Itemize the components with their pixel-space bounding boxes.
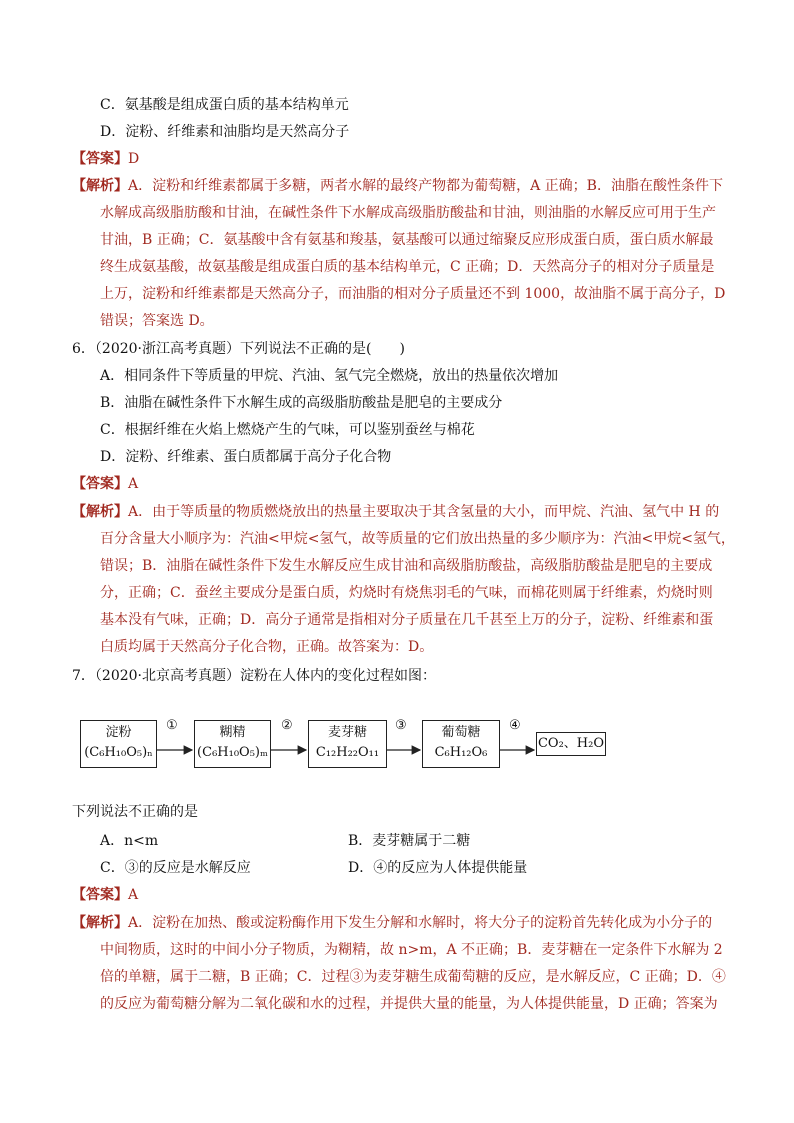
box-formula: (C₆H₁₀O₅)ₘ xyxy=(197,745,268,760)
q6-stem: 6．（2020·浙江高考真题）下列说法不正确的是( ) xyxy=(72,341,405,357)
starch-conversion-diagram xyxy=(78,716,618,774)
box-formula: C₆H₁₂O₆ xyxy=(434,745,488,760)
q6-analysis-line: 百分含量大小顺序为：汽油<甲烷<氢气，故等质量的它们放出热量的多少顺序为：汽油<甲烷<氢气， xyxy=(100,531,735,547)
answer-value: D xyxy=(128,151,140,167)
q6-option-b: B．油脂在碱性条件下水解生成的高级脂肪酸盐是肥皂的主要成分 xyxy=(100,395,503,411)
q7-option-c: C．③的反应是水解反应 xyxy=(100,860,251,876)
answer-value: A xyxy=(128,887,139,903)
q5-option-d: D．淀粉、纤维素和油脂均是天然高分子 xyxy=(100,124,350,140)
q7-option-a: A．n<m xyxy=(100,833,159,849)
answer-tag: 【答案】 xyxy=(72,887,128,903)
q7-analysis-line: 倍的单糖，属于二糖，B 正确；C．过程③为麦芽糖生成葡萄糖的反应，是水解反应，C 正确；D．④ xyxy=(100,969,726,985)
box-name: 葡萄糖 xyxy=(441,725,481,740)
answer-tag: 【答案】 xyxy=(72,476,128,492)
q7-analysis-line: 的反应为葡萄糖分解为二氧化碳和水的过程，并提供大量的能量，为人体提供能量，D 正确；答案为 xyxy=(100,996,718,1012)
analysis-tag: 【解析】 xyxy=(72,915,128,931)
q5-analysis-line: 甘油，B 正确；C．氨基酸中含有氨基和羧基，氨基酸可以通过缩聚反应形成蛋白质，蛋白质水解最 xyxy=(100,232,714,248)
q7-stem: 7．（2020·北京高考真题）淀粉在人体内的变化过程如图： xyxy=(72,668,436,684)
q6-option-c: C．根据纤维在火焰上燃烧产生的气味，可以鉴别蚕丝与棉花 xyxy=(100,422,475,438)
q6-analysis-line: 分，正确；C．蚕丝主要成分是蛋白质，灼烧时有烧焦羽毛的气味，而棉花则属于纤维素，灼烧时则 xyxy=(100,585,713,601)
q6-option-d: D．淀粉、纤维素、蛋白质都属于高分子化合物 xyxy=(100,449,392,465)
step-label-4: ④ xyxy=(509,718,521,733)
answer-tag: 【答案】 xyxy=(72,151,128,167)
box-formula: CO₂、H₂O xyxy=(537,736,605,751)
box-products xyxy=(536,732,606,756)
q5-answer xyxy=(72,149,139,169)
q5-option-c: C．氨基酸是组成蛋白质的基本结构单元 xyxy=(100,97,349,113)
q7-analysis-line xyxy=(72,913,712,933)
box-maltose xyxy=(308,720,387,768)
step-label-3: ③ xyxy=(395,718,407,733)
q6-analysis-line: 白质均属于天然高分子化合物，正确。故答案为：D。 xyxy=(100,639,434,655)
analysis-tag: 【解析】 xyxy=(72,178,128,194)
step-label-1: ① xyxy=(166,718,178,733)
analysis-text: A．由于等质量的物质燃烧放出的热量主要取决于其含氢量的大小，而甲烷、汽油、氢气中 H 的 xyxy=(128,504,720,520)
q5-analysis-line: 水解成高级脂肪酸和甘油，在碱性条件下水解成高级脂肪酸盐和甘油，则油脂的水解反应可用于生产 xyxy=(100,205,716,221)
box-starch xyxy=(80,720,157,768)
box-name: 淀粉 xyxy=(105,725,132,740)
answer-value: A xyxy=(128,476,139,492)
q6-analysis-line: 基本没有气味，正确；D．高分子通常是指相对分子质量在几千甚至上万的分子，淀粉、纤维素和蛋 xyxy=(100,612,714,628)
q7-answer xyxy=(72,885,138,905)
analysis-tag: 【解析】 xyxy=(72,504,128,520)
box-formula: C₁₂H₂₂O₁₁ xyxy=(315,745,380,760)
box-name: 麦芽糖 xyxy=(327,725,367,740)
q6-option-a: A．相同条件下等质量的甲烷、汽油、氢气完全燃烧，放出的热量依次增加 xyxy=(100,368,559,384)
q7-analysis-line: 中间物质，这时的中间小分子物质，为糊精，故 n>m，A 不正确；B．麦芽糖在一定条件下水解为 2 xyxy=(100,942,723,958)
q7-option-d: D．④的反应为人体提供能量 xyxy=(348,860,528,876)
step-label-2: ② xyxy=(281,718,293,733)
q7-prompt: 下列说法不正确的是 xyxy=(72,804,198,820)
q6-answer xyxy=(72,474,138,494)
q5-analysis-line: 上万，淀粉和纤维素都是天然高分子，而油脂的相对分子质量还不到 1000，故油脂不属于高分子，D xyxy=(100,286,726,302)
analysis-text: A．淀粉和纤维素都属于多糖，两者水解的最终产物都为葡萄糖，A 正确；B．油脂在酸性条件下 xyxy=(128,178,723,194)
q5-analysis-line: 错误；答案选 D。 xyxy=(100,313,214,329)
analysis-text: A．淀粉在加热、酸或淀粉酶作用下发生分解和水解时，将大分子的淀粉首先转化成为小分子的 xyxy=(128,915,713,931)
q7-option-b: B．麦芽糖属于二糖 xyxy=(348,833,471,849)
box-glucose xyxy=(422,720,500,768)
q6-analysis-line: 错误；B．油脂在碱性条件下发生水解反应生成甘油和高级脂肪酸盐，高级脂肪酸盐是肥皂的主要成 xyxy=(100,558,713,574)
q6-analysis-line xyxy=(72,502,719,522)
box-name: 糊精 xyxy=(219,725,246,740)
q5-analysis-line: 终生成氨基酸，故氨基酸是组成蛋白质的基本结构单元，C 正确；D．天然高分子的相对分子质量是 xyxy=(100,259,715,275)
box-formula: (C₆H₁₀O₅)ₙ xyxy=(84,745,153,760)
box-dextrin xyxy=(194,720,271,768)
q5-analysis-line xyxy=(72,176,723,196)
